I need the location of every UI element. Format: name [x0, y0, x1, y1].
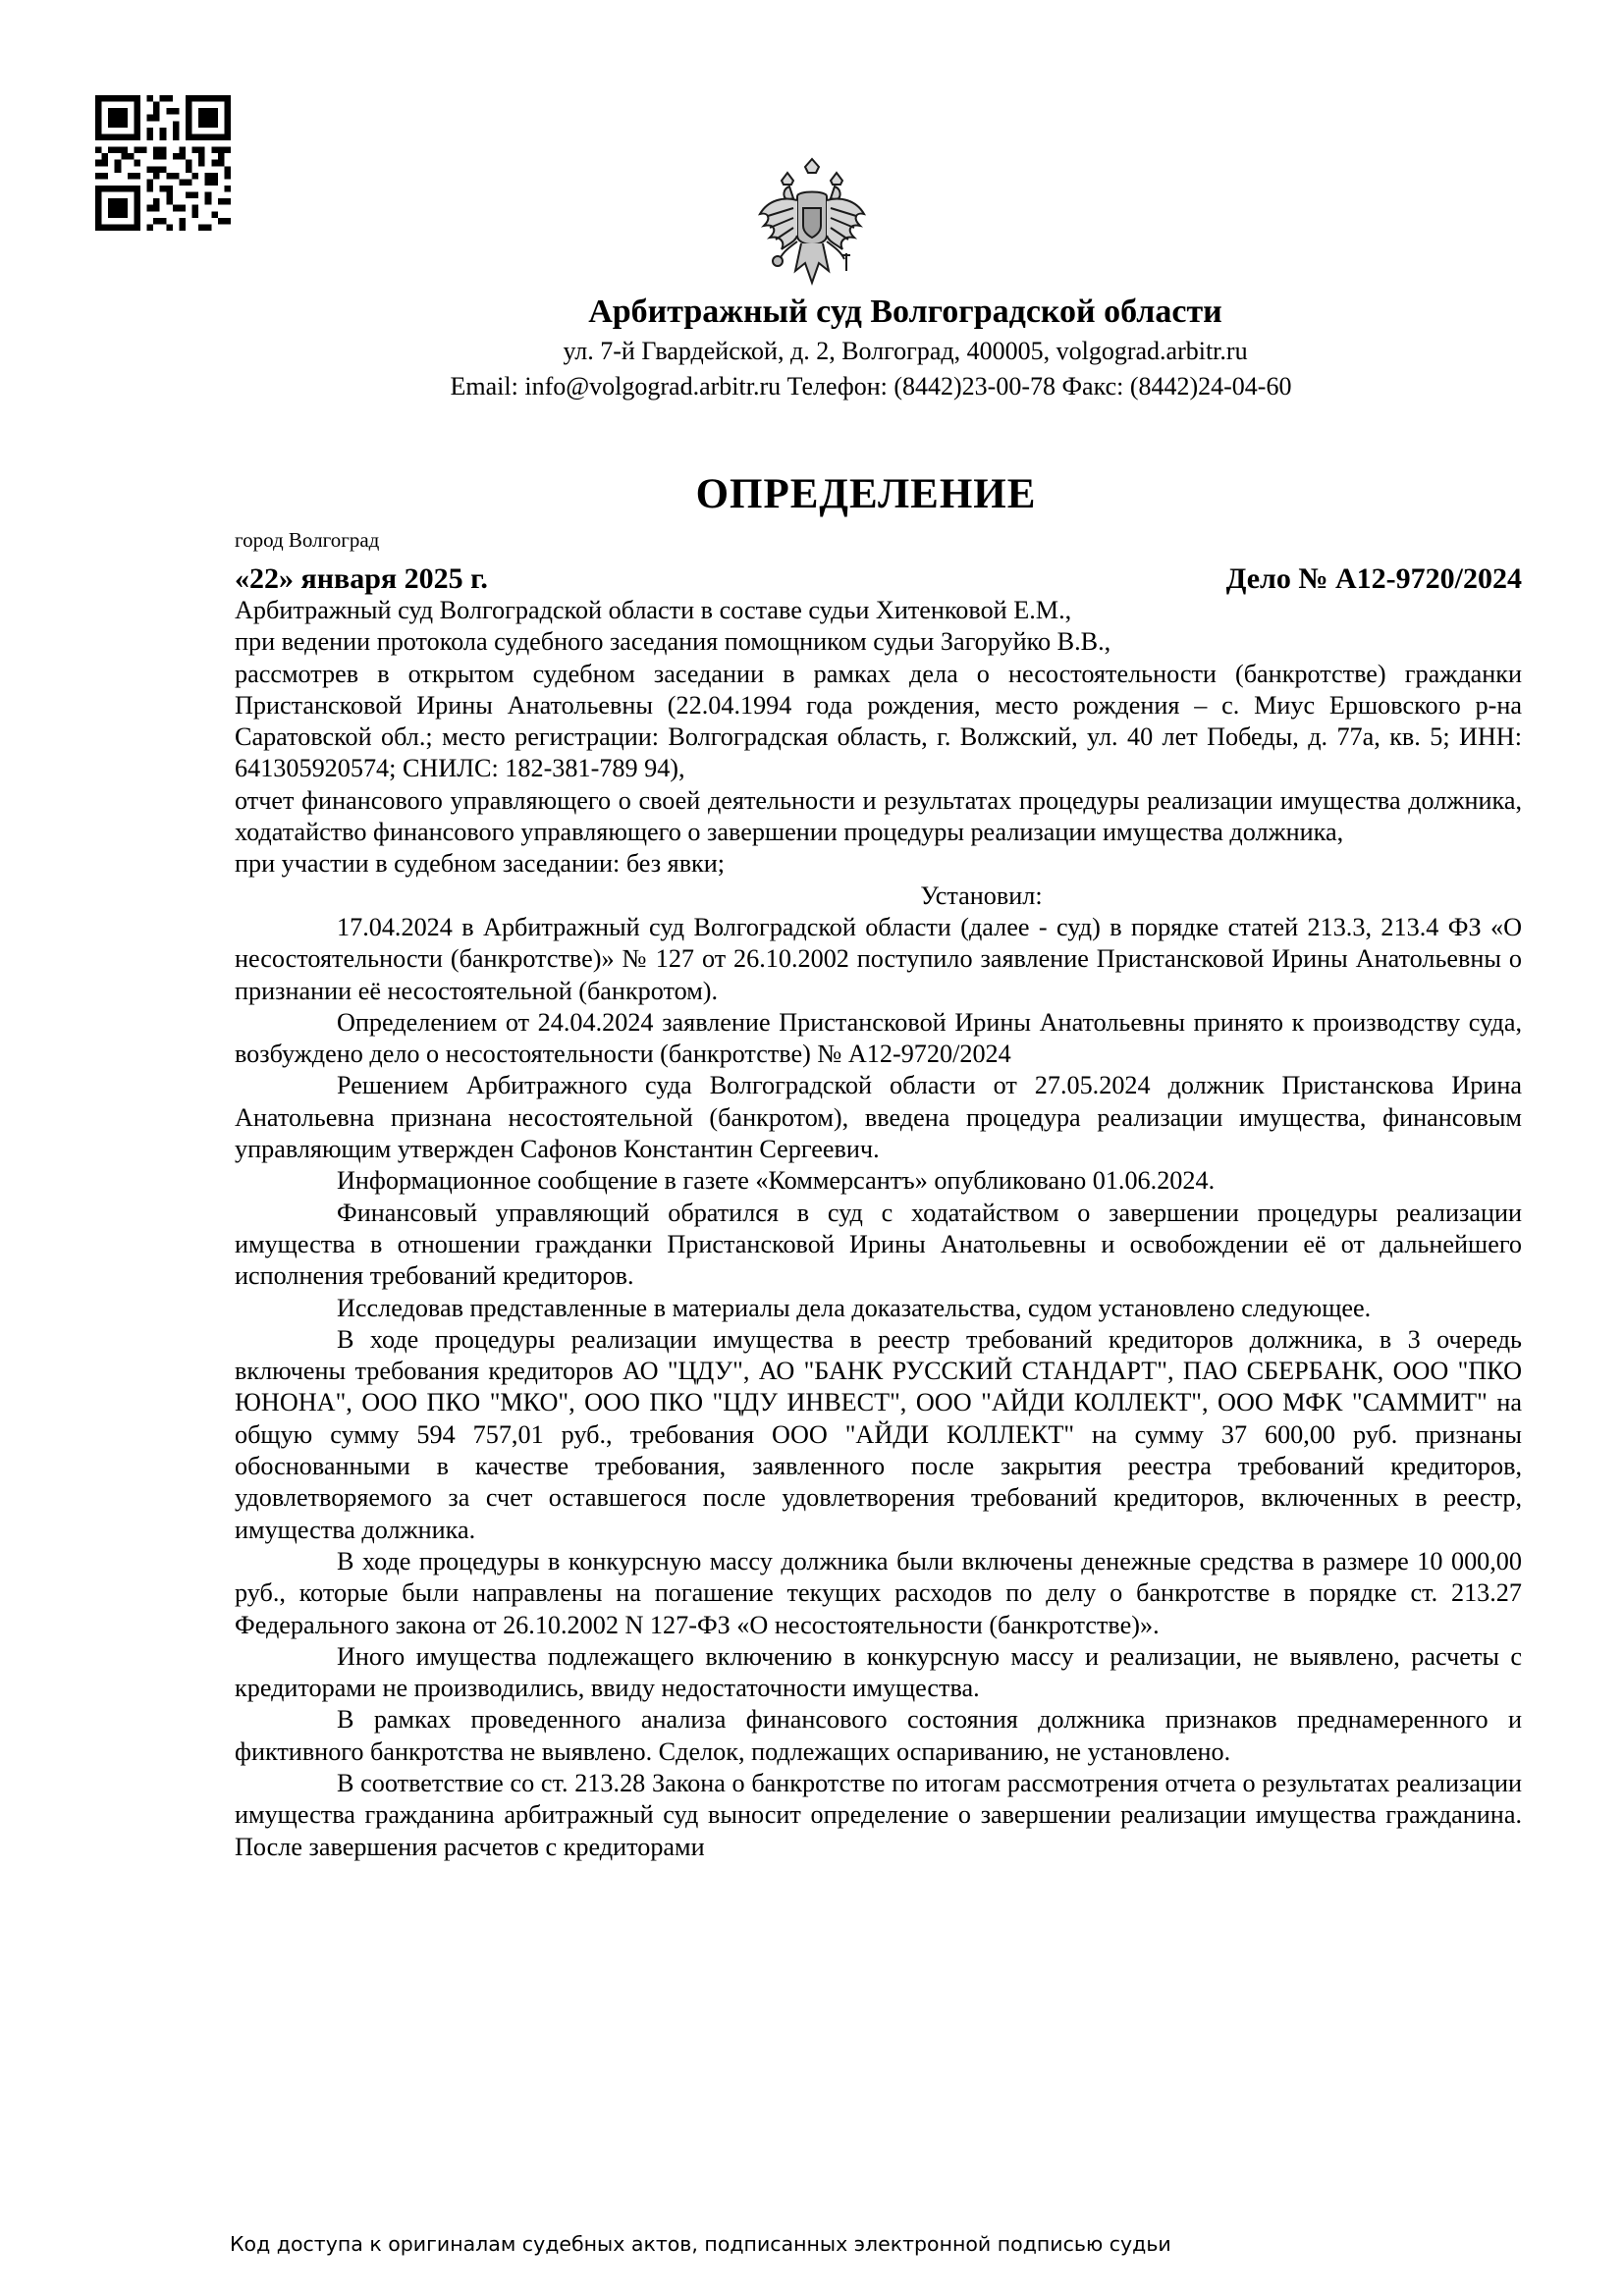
body-paragraph: 17.04.2024 в Арбитражный суд Волгоградской области (далее - суд) в порядке статей 213.3, 213.4 ФЗ «О несостоятельности (банкротстве)» № 127 от 26.10.2002 поступило заявление Пристансковой Ирины Анатольевны о признании её несостоятельной (банкротом).: [235, 912, 1522, 1005]
body-paragraph: В рамках проведенного анализа финансового состояния должника признаков преднамеренного и фиктивного банкротства не выявлено. Сделок, подлежащих оспариванию, не установлено.: [235, 1705, 1522, 1766]
footer-note: Код доступа к оригиналам судебных актов, подписанных электронной подписью судьи: [230, 2232, 1171, 2256]
body-paragraph: рассмотрев в открытом судебном заседании в рамках дела о несостоятельности (банкротстве) гражданки Пристансковой Ирины Анатольевны (22.04.1994 года рождения, место рождения – с. Миус Ершовского р-на Саратовской обл.; место регистрации: Волгоградская область, г. Волжский, ул. 40 лет Победы, д. 77а, кв. 5; ИНН: 641305920574; СНИЛС: 182-381-789 94),: [235, 659, 1522, 783]
document-date: «22» января 2025 г.: [235, 562, 488, 595]
coat-of-arms-icon: [754, 157, 870, 287]
date-case-row: [235, 561, 1522, 597]
document-title: ОПРЕДЕЛЕНИЕ: [695, 471, 1037, 517]
body-paragraph: Иного имущества подлежащего включению в конкурсную массу и реализации, не выявлено, расчеты с кредиторами не производились, ввиду недостаточности имущества.: [235, 1641, 1522, 1703]
court-name: Арбитражный суд Волгоградской области: [588, 294, 1222, 330]
body-paragraph: Определением от 24.04.2024 заявление Пристансковой Ирины Анатольевны принято к производству суда, возбуждено дело о несостоятельности (банкротстве) № А12-9720/2024: [235, 1007, 1522, 1069]
document-city: город Волгоград: [235, 528, 380, 552]
body-paragraph: Информационное сообщение в газете «Коммерсантъ» опубликовано 01.06.2024.: [337, 1166, 1216, 1196]
body-paragraph: Арбитражный суд Волгоградской области в составе судьи Хитенковой Е.М.,: [235, 596, 1072, 624]
section-heading: Установил:: [920, 881, 1043, 910]
court-header: [0, 291, 1624, 404]
qr-code-icon[interactable]: [95, 95, 231, 231]
body-paragraph: В ходе процедуры в конкурсную массу должника были включены денежные средства в размере 10 000,00 руб., которые были направлены на погашение текущих расходов по делу о банкротстве в порядке ст. 213.27 Федерального закона от 26.10.2002 N 127-ФЗ «О несостоятельности (банкротстве)».: [235, 1546, 1522, 1639]
body-paragraph: отчет финансового управляющего о своей деятельности и результатах процедуры реализации имущества должника, ходатайство финансового управляющего о завершении процедуры реализации имущества должника,: [235, 785, 1522, 847]
court-contacts: Email: info@volgograd.arbitr.ru Телефон: (8442)23-00-78 Факс: (8442)24-04-60: [450, 372, 1292, 400]
case-number: Дело № А12-9720/2024: [1225, 562, 1522, 595]
body-paragraph: В ходе процедуры реализации имущества в реестр требований кредиторов должника, в 3 очередь включены требования кредиторов АО "ЦДУ", АО "БАНК РУССКИЙ СТАНДАРТ", ПАО СБЕРБАНК, ООО "ПКО ЮНОНА", ООО ПКО "МКО", ООО ПКО "ЦДУ ИНВЕСТ", ООО "АЙДИ КОЛЛЕКТ", ООО МФК "САММИТ" на общую сумму 594 757,01 руб., требования ООО "АЙДИ КОЛЛЕКТ" на сумму 37 600,00 руб. признаны обоснованными в качестве требования, заявленного после закрытия реестра требований кредиторов, удовлетворяемого за счет оставшегося после удовлетворения требований кредиторов, включенных в реестр, имущества должника.: [235, 1324, 1522, 1544]
body-paragraph: В соответствие со ст. 213.28 Закона о банкротстве по итогам рассмотрения отчета о результатах реализации имущества гражданина арбитражный суд выносит определение о завершении реализации имущества гражданина. После завершения расчетов с кредиторами: [235, 1768, 1522, 1861]
body-paragraph: при ведении протокола судебного заседания помощником судьи Загоруйко В.В.,: [235, 627, 1111, 657]
body-paragraph: Финансовый управляющий обратился в суд с ходатайством о завершении процедуры реализации имущества в отношении гражданки Пристансковой Ирины Анатольевны и освобождении её от дальнейшего исполнения требований кредиторов.: [235, 1198, 1522, 1291]
court-address: ул. 7-й Гвардейской, д. 2, Волгоград, 400005, volgograd.arbitr.ru: [563, 337, 1248, 365]
body-paragraph: Решением Арбитражного суда Волгоградской области от 27.05.2024 должник Пристанскова Ирина Анатольевна признана несостоятельной (банкротом), введена процедура реализации имущества, финансовым управляющим утвержден Сафонов Константин Сергеевич.: [235, 1071, 1522, 1164]
body-paragraph: при участии в судебном заседании: без явки;: [235, 849, 726, 879]
document-body: [235, 595, 1522, 1863]
body-paragraph: Исследовав представленные в материалы дела доказательства, судом установлено следующее.: [337, 1293, 1372, 1322]
